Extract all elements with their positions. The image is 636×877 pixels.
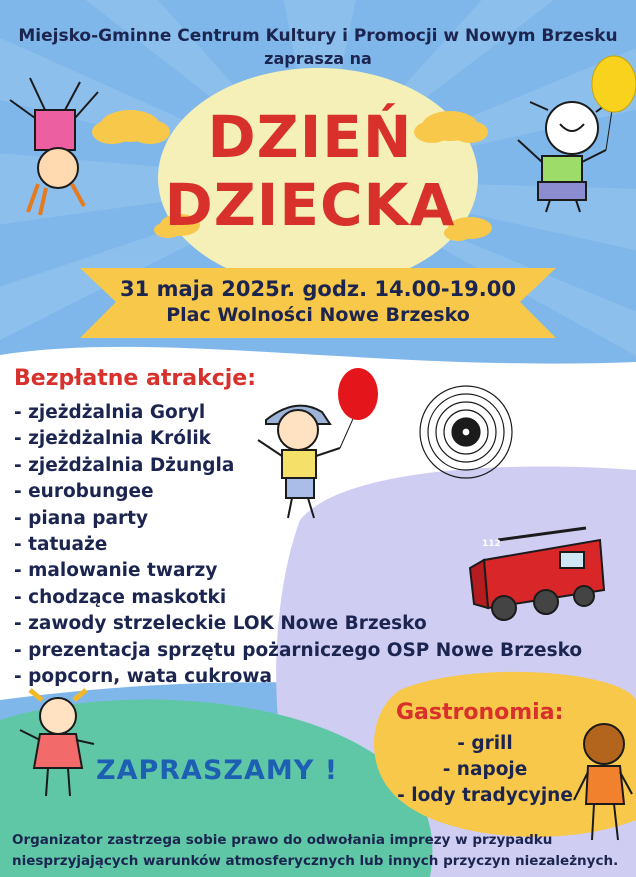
event-date: 31 maja 2025r. godz. 14.00-19.00 — [120, 277, 516, 301]
title-line-1: DZIEŃ — [207, 103, 413, 171]
organizer-name: Miejsko-Gminne Centrum Kultury i Promocji w Nowym Brzesku — [18, 26, 618, 46]
list-item: - napoje — [442, 759, 528, 780]
gastronomy-heading: Gastronomia: — [396, 700, 564, 725]
list-item: - piana party — [14, 507, 149, 529]
invite-text: ZAPRASZAMY ! — [96, 755, 339, 786]
footer-line-1: Organizator zastrzega sobie prawo do odwołania imprezy w przypadku — [12, 832, 553, 848]
list-item: - lody tradycyjne — [397, 785, 573, 806]
list-item: - grill — [457, 733, 513, 754]
list-item: - chodzące maskotki — [14, 586, 227, 608]
invites-text: zaprasza na — [264, 49, 372, 68]
list-item: - tatuaże — [14, 534, 108, 556]
list-item: - malowanie twarzy — [14, 560, 218, 582]
list-item: - popcorn, wata cukrowa — [14, 666, 272, 688]
event-place: Plac Wolności Nowe Brzesko — [166, 304, 470, 326]
attractions-heading: Bezpłatne atrakcje: — [14, 366, 256, 391]
list-item: - prezentacja sprzętu pożarniczego OSP Nowe Brzesko — [14, 639, 583, 661]
list-item: - zjeżdżalnia Królik — [14, 428, 211, 450]
list-item: - zjeżdżalnia Goryl — [14, 402, 206, 423]
truck-number: 112 — [482, 539, 501, 549]
gastronomy-list — [380, 731, 590, 809]
title-line-2: DZIECKA — [164, 171, 456, 239]
footer-line-2: niesprzyjających warunków atmosferycznych lub innych przyczyn niezależnych. — [12, 853, 619, 869]
list-item: - zawody strzeleckie LOK Nowe Brzesko — [14, 613, 427, 635]
list-item: - zjeżdżalnia Dżungla — [14, 454, 235, 476]
list-item: - eurobungee — [14, 481, 154, 503]
